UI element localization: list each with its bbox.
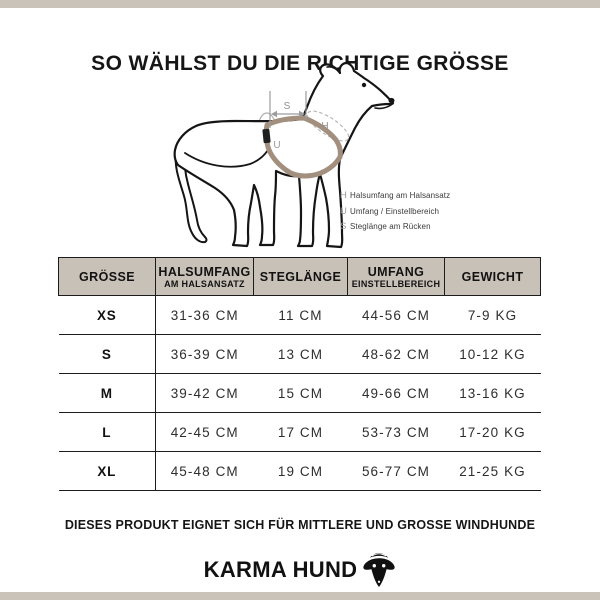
legend-row-h — [340, 190, 450, 201]
neck-cell: 31-36 CM — [156, 296, 254, 335]
legend-row-u — [340, 206, 450, 217]
legend-key-u: U — [340, 205, 347, 217]
page-title: SO WÄHLST DU DIE RICHTIGE GRÖSSE — [91, 52, 509, 76]
weight-cell: 17-20 KG — [445, 413, 541, 452]
top-accent-strip — [0, 0, 600, 8]
size-cell: M — [59, 374, 156, 413]
neck-girth-marker: H — [321, 121, 329, 132]
weight-cell: 7-9 KG — [445, 296, 541, 335]
header-groesse: GRÖSSE — [59, 258, 156, 296]
table-row-s — [59, 335, 541, 374]
girth-cell: 56-77 CM — [348, 452, 445, 491]
neck-cell: 42-45 CM — [156, 413, 254, 452]
bridge-cell: 17 CM — [254, 413, 348, 452]
legend-row-s — [340, 221, 450, 232]
brand-name: KARMA HUND — [203, 557, 358, 582]
bridge-length-marker: S — [283, 101, 291, 112]
weight-cell: 10-12 KG — [445, 335, 541, 374]
size-cell: L — [59, 413, 156, 452]
bridge-cell: 11 CM — [254, 296, 348, 335]
legend-label-u: Umfang / Einstellbereich — [350, 206, 440, 216]
header-umfang: UMFANG EINSTELLBEREICH — [348, 258, 445, 296]
neck-cell: 45-48 CM — [156, 452, 254, 491]
header-halsumfang: HALSUMFANG AM HALSANSATZ — [156, 258, 254, 296]
bottom-accent-strip — [0, 592, 600, 600]
table-row-l — [59, 413, 541, 452]
header-gewicht: GEWICHT — [445, 258, 541, 296]
size-chart-table — [58, 257, 541, 491]
legend-key-s: S — [340, 221, 347, 232]
legend-label-s: Steglänge am Rücken — [350, 222, 431, 231]
suitability-note: DIESES PRODUKT EIGNET SICH FÜR MITTLERE UND GROSSE WINDHUNDE — [64, 518, 536, 532]
legend-key-h: H — [340, 190, 347, 201]
weight-cell: 21-25 KG — [445, 452, 541, 491]
brand-logo — [0, 550, 600, 590]
size-cell: XL — [59, 452, 156, 491]
girth-cell: 48-62 CM — [348, 335, 445, 374]
neck-cell: 36-39 CM — [156, 335, 254, 374]
girth-cell: 49-66 CM — [348, 374, 445, 413]
weight-cell: 13-16 KG — [445, 374, 541, 413]
measurement-legend — [340, 190, 450, 237]
harness-buckle — [262, 129, 270, 144]
table-header-row — [59, 258, 541, 296]
header-steglaenge: STEGLÄNGE — [254, 258, 348, 296]
brand-dog-head-icon — [362, 551, 396, 589]
bridge-cell: 19 CM — [254, 452, 348, 491]
table-row-xs — [59, 296, 541, 335]
girth-cell: 44-56 CM — [348, 296, 445, 335]
bridge-cell: 15 CM — [254, 374, 348, 413]
neck-cell: 39-42 CM — [156, 374, 254, 413]
table-row-xl — [59, 452, 541, 491]
legend-label-h: Halsumfang am Halsansatz — [350, 191, 451, 200]
size-cell: XS — [59, 296, 156, 335]
bridge-cell: 13 CM — [254, 335, 348, 374]
table-row-m — [59, 374, 541, 413]
chest-girth-marker: U — [273, 140, 281, 151]
girth-cell: 53-73 CM — [348, 413, 445, 452]
size-cell: S — [59, 335, 156, 374]
